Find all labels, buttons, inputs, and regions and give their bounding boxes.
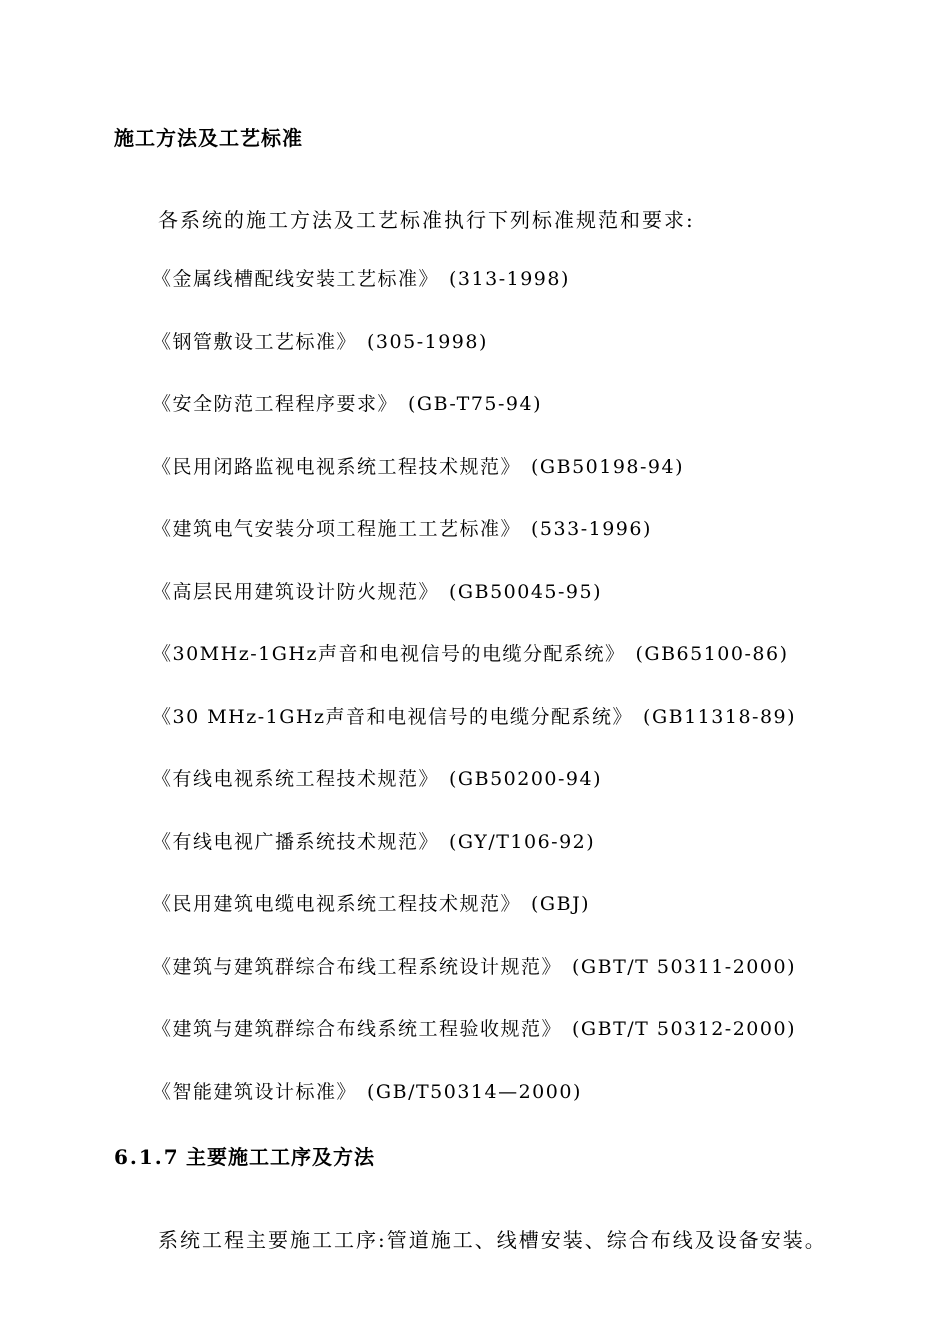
- standard-name: 《建筑与建筑群综合布线系统工程验收规范》: [152, 1018, 563, 1040]
- standard-code: (GB50200-94): [449, 768, 603, 790]
- standard-item: [152, 389, 796, 452]
- standard-code: (533-1996): [531, 518, 652, 540]
- standard-name: 《民用闭路监视电视系统工程技术规范》: [152, 455, 522, 478]
- standard-item: [152, 764, 796, 827]
- standard-item: [152, 327, 796, 390]
- standard-code: (GBT/T 50312-2000): [572, 1018, 796, 1040]
- standard-name: 《智能建筑设计标准》: [152, 1080, 358, 1103]
- standard-name: 《30MHz-1GHz声音和电视信号的电缆分配系统》: [152, 643, 626, 665]
- standard-code: (GB50198-94): [531, 455, 685, 478]
- standard-item: [152, 639, 796, 702]
- standard-name: 《有线电视系统工程技术规范》: [152, 768, 440, 790]
- standard-item: [152, 452, 796, 515]
- standard-name: 《钢管敷设工艺标准》: [152, 330, 358, 353]
- standard-item: [152, 952, 796, 1015]
- subsection-title: 主要施工工序及方法: [186, 1145, 375, 1169]
- standard-item: [152, 577, 796, 640]
- standard-name: 《安全防范工程程序要求》: [152, 393, 399, 415]
- standard-item: [152, 702, 796, 765]
- standard-item: [152, 514, 796, 577]
- standard-name: 《民用建筑电缆电视系统工程技术规范》: [152, 893, 522, 915]
- standards-list: [152, 264, 796, 1139]
- standard-code: (GY/T106-92): [449, 830, 596, 853]
- standard-item: [152, 1014, 796, 1077]
- standard-code: (GB50045-95): [449, 580, 603, 603]
- standard-code: (GB11318-89): [643, 705, 797, 728]
- subsection-number: 6.1.7: [114, 1145, 180, 1169]
- closing-paragraph: 系统工程主要施工工序:管道施工、线槽安装、综合布线及设备安装。: [158, 1228, 827, 1252]
- standard-code: (GB65100-86): [635, 643, 789, 665]
- standard-name: 《建筑电气安装分项工程施工工艺标准》: [152, 518, 522, 540]
- standard-code: (GBJ): [531, 893, 591, 915]
- standard-code: (313-1998): [449, 268, 570, 290]
- standard-item: [152, 827, 796, 890]
- standard-code: (GB-T75-94): [408, 393, 543, 415]
- standard-code: (305-1998): [367, 330, 488, 353]
- standard-name: 《有线电视广播系统技术规范》: [152, 830, 440, 853]
- standard-item: [152, 1077, 796, 1140]
- standard-name: 《30 MHz-1GHz声音和电视信号的电缆分配系统》: [152, 705, 634, 728]
- intro-paragraph: 各系统的施工方法及工艺标准执行下列标准规范和要求:: [158, 208, 695, 232]
- standard-name: 《金属线槽配线安装工艺标准》: [152, 268, 440, 290]
- section-title: 施工方法及工艺标准: [114, 126, 303, 150]
- subsection-heading: [114, 1141, 375, 1170]
- standard-code: (GB/T50314—2000): [367, 1080, 582, 1103]
- standard-item: [152, 264, 796, 327]
- standard-item: [152, 889, 796, 952]
- standard-name: 《高层民用建筑设计防火规范》: [152, 580, 440, 603]
- standard-name: 《建筑与建筑群综合布线工程系统设计规范》: [152, 955, 563, 978]
- standard-code: (GBT/T 50311-2000): [572, 955, 796, 978]
